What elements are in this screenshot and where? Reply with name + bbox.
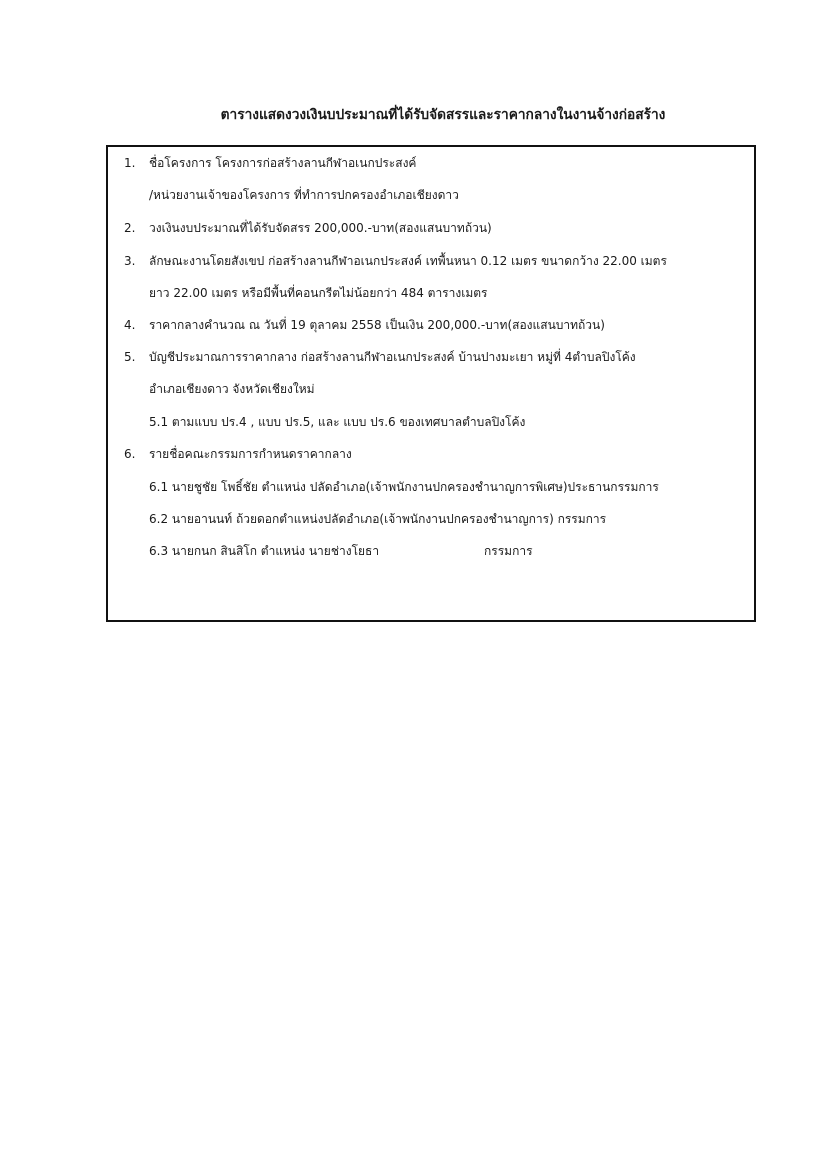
item-3-number: 3. [124,254,136,268]
item-5-subitem-5-1: 5.1 ตามแบบ ปร.4 , แบบ ปร.5, และ แบบ ปร.6 ของเทศบาลตำบลปิงโค้ง [149,415,526,429]
item-6-line-1: รายชื่อคณะกรรมการกำหนดราคากลาง [149,447,352,461]
item-6-subitem-6-3: 6.3 นายกนก สินสิโก ตำแหน่ง นายช่างโยธา [149,544,380,558]
item-6-subitem-6-1: 6.1 นายชูชัย โพธิ์ชัย ตำแหน่ง ปลัดอำเภอ(เจ้าพนักงานปกครองชำนาญการพิเศษ)ประธานกรรมการ [149,480,659,494]
item-1-line-1: ชื่อโครงการ โครงการก่อสร้างลานกีฬาอเนกประสงค์ [149,156,417,170]
item-3-line-1: ลักษณะงานโดยสังเขป ก่อสร้างลานกีฬาอเนกประสงค์ เทพื้นหนา 0.12 เมตร ขนาดกว้าง 22.00 เมตร [149,254,667,268]
item-6-subitem-6-2: 6.2 นายอานนท์ ถ้วยดอกตำแหน่งปลัดอำเภอ(เจ้าพนักงานปกครองชำนาญการ) กรรมการ [149,512,607,526]
item-1-line-2: /หน่วยงานเจ้าของโครงการ ที่ทำการปกครองอำเภอเชียงดาว [149,188,459,202]
item-5-line-2: อำเภอเชียงดาว จังหวัดเชียงใหม่ [149,382,315,396]
item-6-subitem-6-3-role: กรรมการ [484,544,533,558]
item-3-line-2: ยาว 22.00 เมตร หรือมีพื้นที่คอนกรีตไม่น้อยกว่า 484 ตารางเมตร [149,286,488,300]
item-4-number: 4. [124,318,136,332]
item-6-number: 6. [124,447,136,461]
item-4-line-1: ราคากลางคำนวณ ณ วันที่ 19 ตุลาคม 2558 เป็นเงิน 200,000.-บาท(สองแสนบาทถ้วน) [149,318,605,332]
item-2-number: 2. [124,221,136,235]
item-5-number: 5. [124,350,136,364]
document-title: ตารางแสดงวงเงินบประมาณที่ได้รับจัดสรรและราคากลางในงานจ้างก่อสร้าง [220,107,666,123]
item-2-line-1: วงเงินงบประมาณที่ได้รับจัดสรร 200,000.-บาท(สองแสนบาทถ้วน) [149,221,492,235]
item-1-number: 1. [124,156,136,170]
item-5-line-1: บัญชีประมาณการราคากลาง ก่อสร้างลานกีฬาอเนกประสงค์ บ้านปางมะเยา หมู่ที่ 4ตำบลปิงโค้ง [149,350,636,364]
